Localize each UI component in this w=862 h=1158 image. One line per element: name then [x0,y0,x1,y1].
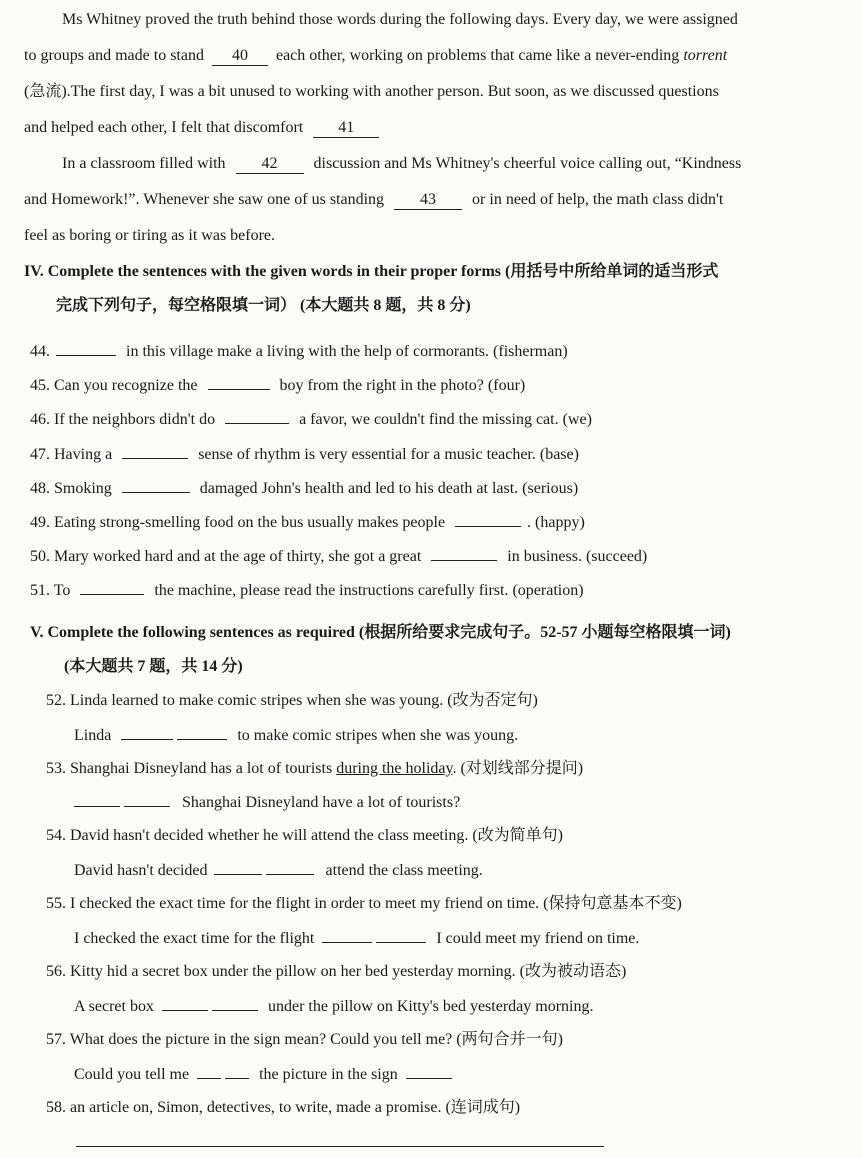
answer-blank[interactable] [56,341,116,356]
question-text: 53. Shanghai Disneyland has a lot of tourists [46,760,333,777]
answer-58-line[interactable] [76,1146,604,1147]
section-4-heading [24,262,718,282]
question-48 [30,478,578,499]
question-46 [30,409,592,430]
passage-line [62,10,738,30]
answer-blank[interactable] [162,996,208,1011]
section-5-heading-cont [64,657,243,677]
answer-text: Shanghai Disneyland have a lot of tourists? [182,794,461,811]
underlined-phrase: during the holiday [336,760,453,777]
question-text: 46. If the neighbors didn't do [30,411,216,428]
question-53 [46,759,583,779]
passage-line [24,226,275,246]
question-text: 56. Kitty hid a secret box under the pillow on her bed yesterday morning. (改为被动语态) [46,963,627,980]
passage-line [24,82,719,102]
answer-blank[interactable] [406,1064,452,1079]
question-55 [46,894,682,914]
answer-text: A secret box [74,998,154,1015]
question-text: 51. To [30,582,71,599]
answer-text: Linda [74,727,112,744]
passage-line [62,154,741,174]
answer-57 [74,1064,452,1085]
blank-41[interactable]: 41 [313,119,379,138]
passage-text: and helped each other, I felt that discomfort [24,119,304,136]
section-5-heading [30,623,731,643]
question-text: 48. Smoking [30,480,112,497]
answer-text: Could you tell me [74,1066,190,1083]
question-49 [30,512,585,533]
passage-text: (急流).The first day, I was a bit unused to working with another person. But soon, as we discussed questions [24,83,719,100]
question-text: in business. (succeed) [507,548,648,565]
passage-text: In a classroom filled with [62,155,226,172]
answer-text: David hasn't decided [74,862,208,879]
answer-blank[interactable] [455,512,521,527]
answer-blank[interactable] [322,928,372,943]
answer-blank[interactable] [121,725,173,740]
question-50 [30,546,647,567]
blank-42[interactable]: 42 [236,155,304,174]
answer-blank[interactable] [122,444,188,459]
question-text: in this village make a living with the help of cormorants. (fisherman) [126,343,568,360]
heading-text: IV. Complete the sentences with the given words in their proper forms (用括号中所给单词的适当形式 [24,263,719,280]
passage-text: each other, working on problems that came like a never-ending [275,47,680,64]
question-text: 52. Linda learned to make comic stripes when she was young. (改为否定句) [46,692,538,709]
question-45 [30,375,525,396]
question-text: boy from the right in the photo? (four) [279,377,526,394]
passage-line [24,190,723,210]
question-text: 49. Eating strong-smelling food on the bus usually makes people [30,514,446,531]
passage-line [24,46,727,66]
passage-text: discussion and Ms Whitney's cheerful voice calling out, “Kindness [313,155,742,172]
passage-text: Ms Whitney proved the truth behind those words during the following days. Every day, we were assigned [62,11,738,28]
question-54 [46,826,563,846]
answer-52 [74,725,518,746]
passage-text: torrent [683,47,728,64]
section-4-heading-cont [56,296,471,316]
question-text: 58. an article on, Simon, detectives, to write, made a promise. (连词成句) [46,1099,521,1116]
answer-text: to make comic stripes when she was young. [237,727,519,744]
answer-text: I checked the exact time for the flight [74,930,315,947]
question-57 [46,1030,563,1050]
answer-56 [74,996,593,1017]
passage-text: and Homework!”. Whenever she saw one of us standing [24,191,385,208]
question-text: sense of rhythm is very essential for a music teacher. (base) [198,446,579,463]
question-text: 50. Mary worked hard and at the age of thirty, she got a great [30,548,422,565]
heading-text: 完成下列句子，每空格限填一词） (本大题共 8 题，共 8 分) [56,297,471,314]
answer-blank[interactable] [266,860,314,875]
question-47 [30,444,579,465]
answer-53 [74,792,460,813]
heading-text: V. Complete the following sentences as required (根据所给要求完成句子。52-57 小题每空格限填一词) [30,624,731,641]
answer-text: under the pillow on Kitty's bed yesterday morning. [267,998,594,1015]
passage-text: to groups and made to stand [24,47,204,64]
answer-blank[interactable] [197,1064,221,1079]
passage-line [24,118,379,138]
heading-text: (本大题共 7 题，共 14 分) [64,658,243,675]
answer-55 [74,928,639,949]
question-number: 44. [30,343,50,360]
answer-blank[interactable] [208,375,270,390]
question-text: damaged John's health and led to his death at last. (serious) [199,480,579,497]
question-text: . (对划线部分提问) [452,760,584,777]
blank-40[interactable]: 40 [212,47,268,66]
answer-blank[interactable] [212,996,258,1011]
answer-blank[interactable] [80,580,144,595]
question-58 [46,1098,520,1118]
answer-54 [74,860,483,881]
question-text: the machine, please read the instructions carefully first. (operation) [154,582,584,599]
answer-blank[interactable] [376,928,426,943]
question-text: . (happy) [527,514,585,531]
answer-blank[interactable] [122,478,190,493]
question-56 [46,962,626,982]
answer-blank[interactable] [431,546,497,561]
answer-text: I could meet my friend on time. [436,930,640,947]
question-51 [30,580,584,601]
question-text: 54. David hasn't decided whether he will attend the class meeting. (改为简单句) [46,827,563,844]
question-text: 47. Having a [30,446,113,463]
question-44 [30,341,568,362]
answer-text: the picture in the sign [259,1066,398,1083]
answer-blank[interactable] [74,792,120,807]
answer-blank[interactable] [225,409,289,424]
passage-text: or in need of help, the math class didn't [472,191,724,208]
question-text: 55. I checked the exact time for the flight in order to meet my friend on time. (保持句意基本不变) [46,895,682,912]
passage-text: feel as boring or tiring as it was before. [24,227,276,244]
answer-text: attend the class meeting. [325,862,483,879]
answer-blank[interactable] [177,725,227,740]
question-text: a favor, we couldn't find the missing cat. (we) [299,411,592,428]
answer-blank[interactable] [124,792,170,807]
answer-blank[interactable] [214,860,262,875]
question-52 [46,691,538,711]
answer-blank[interactable] [225,1064,249,1079]
question-text: 45. Can you recognize the [30,377,198,394]
question-text: 57. What does the picture in the sign mean? Could you tell me? (两句合并一句) [46,1031,563,1048]
blank-43[interactable]: 43 [394,191,462,210]
